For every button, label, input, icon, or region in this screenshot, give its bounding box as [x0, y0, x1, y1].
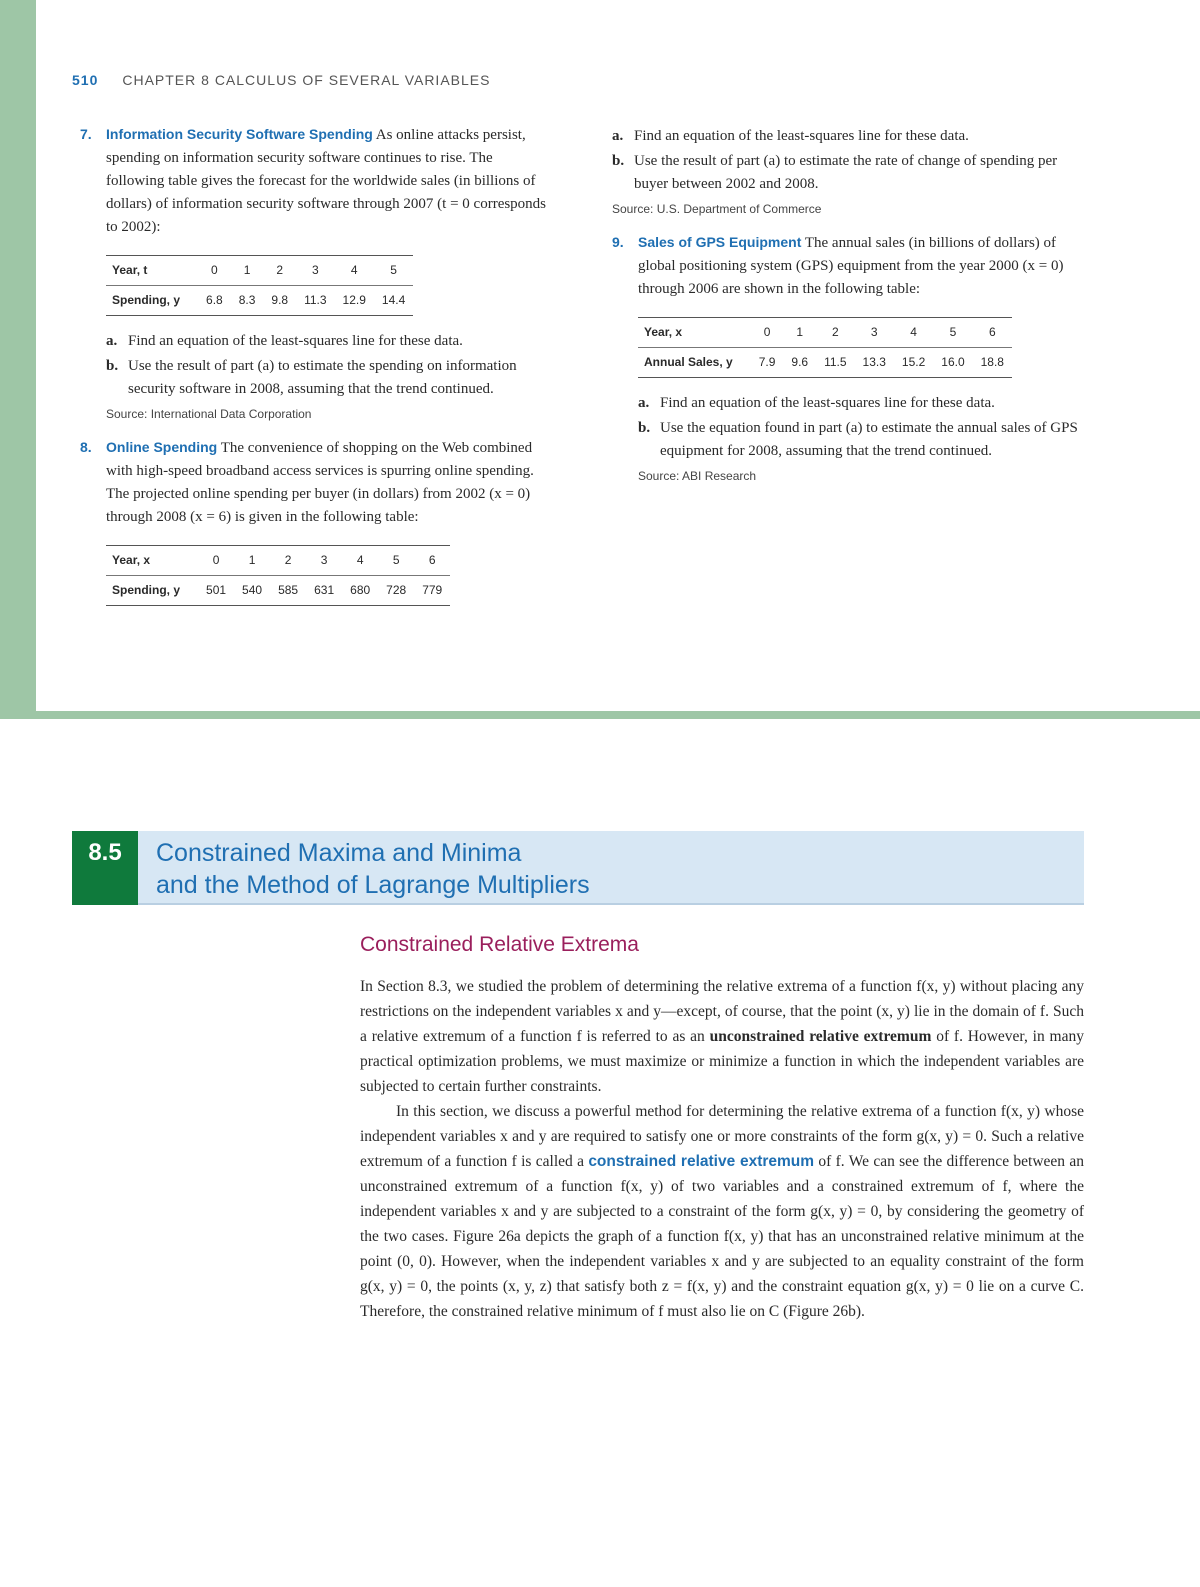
row-header: Spending, y: [106, 286, 198, 316]
table-cell: 1: [234, 546, 270, 576]
table-cell: 7.9: [751, 348, 784, 378]
row-header: Year, x: [106, 546, 198, 576]
table-cell: 585: [270, 576, 306, 606]
table-cell: 4: [342, 546, 378, 576]
data-table: [106, 255, 413, 316]
part-label: a.: [612, 128, 624, 144]
table-cell: 6.8: [198, 286, 231, 316]
table-cell: 0: [751, 318, 784, 348]
part-label: b.: [638, 420, 651, 436]
data-table: [106, 545, 450, 606]
table-row: [106, 546, 450, 576]
table-cell: 1: [783, 318, 816, 348]
exercise-number: 8.: [80, 439, 92, 455]
part-label: b.: [106, 358, 119, 374]
key-term: unconstrained relative extremum: [709, 1028, 932, 1045]
page-number: 510: [72, 72, 99, 88]
table-cell: 631: [306, 576, 342, 606]
section-body: [360, 974, 1084, 1324]
table-cell: 15.2: [894, 348, 933, 378]
data-table: [638, 317, 1012, 378]
table-cell: 4: [335, 256, 374, 286]
table-row: [106, 286, 413, 316]
table-row: [106, 576, 450, 606]
exercise-title: Online Spending: [106, 439, 218, 455]
page-divider-rule: [0, 711, 1200, 719]
source-note: Source: International Data Corporation: [106, 407, 312, 421]
table-cell: 5: [378, 546, 414, 576]
table-cell: 8.3: [231, 286, 264, 316]
part-text: Use the result of part (a) to estimate the spending on information security software in 2008, assuming that the trend continued.: [128, 358, 517, 397]
table-cell: 4: [894, 318, 933, 348]
source-note: Source: U.S. Department of Commerce: [612, 202, 822, 216]
table-cell: 3: [306, 546, 342, 576]
table-cell: 501: [198, 576, 234, 606]
part-label: a.: [638, 395, 650, 411]
paragraph-text: In Section 8.3, we studied the problem of determining the relative extrema of a function f(x, y) without placing any restrictions on the independent variables x and y—except, of course, that the point (x, y) lie in the domain of f. Such a relative extremum of a function f is referred to as an: [360, 978, 1084, 1045]
table-cell: 0: [198, 546, 234, 576]
table-cell: 11.3: [296, 286, 334, 316]
body-paragraph: [360, 974, 1084, 1099]
running-header: [72, 72, 490, 88]
table-cell: 14.4: [374, 286, 413, 316]
table-cell: 2: [270, 546, 306, 576]
table-cell: 16.0: [933, 348, 972, 378]
section-title-box: [138, 831, 1084, 905]
table-cell: 6: [414, 546, 450, 576]
exercise-number: 7.: [80, 126, 92, 142]
part-text: Find an equation of the least-squares line for these data.: [660, 395, 995, 411]
part-label: b.: [612, 153, 625, 169]
table-cell: 9.6: [783, 348, 816, 378]
exercise-intro: The convenience of shopping on the Web combined with high-speed broadband access services is spurring online spending. The projected online spending per buyer (in dollars) from 2002 (x = 0) through 2008 (x = 6) is given in the following table:: [106, 440, 534, 525]
row-header: Spending, y: [106, 576, 198, 606]
exercise-8: [80, 436, 550, 606]
table-row: [638, 348, 1012, 378]
part-label: a.: [106, 333, 118, 349]
exercise-intro: The annual sales (in billions of dollars) of global positioning system (GPS) equipment from the year 2000 (x = 0) through 2006 are shown in the following table:: [638, 235, 1064, 297]
paragraph-text: of f. We can see the difference between an unconstrained extremum of a function f(x, y) of two variables and a constrained extremum of f, where the independent variables x and y are subjected to a constraint of the form g(x, y) = 0, by considering the geometry of the two cases. Figure 26a depicts the graph of a function f(x, y) that has an unconstrained relative minimum at the point (0, 0). However, when the independent variables x and y are subjected to an equality constraint of the form g(x, y) = 0, the points (x, y, z) that satisfy both z = f(x, y) and the constraint equation g(x, y) = 0 lie on a curve C. Therefore, the constrained relative minimum of f must also lie on C (Figure 26b).: [360, 1153, 1084, 1320]
source-note: Source: ABI Research: [638, 469, 757, 483]
table-cell: 3: [296, 256, 334, 286]
table-cell: 9.8: [263, 286, 296, 316]
key-term: constrained relative extremum: [588, 1153, 815, 1170]
part-text: Find an equation of the least-squares line for these data.: [128, 333, 463, 349]
table-cell: 2: [263, 256, 296, 286]
row-header: Year, t: [106, 256, 198, 286]
table-cell: 11.5: [816, 348, 854, 378]
table-cell: 5: [374, 256, 413, 286]
table-cell: 2: [816, 318, 854, 348]
table-cell: 5: [933, 318, 972, 348]
left-column: [80, 123, 550, 620]
exercise-part: [612, 150, 1084, 196]
right-column: [612, 123, 1084, 498]
part-text: Use the result of part (a) to estimate the rate of change of spending per buyer between 2002 and 2008.: [634, 153, 1058, 192]
exercise-part: [638, 417, 1084, 463]
body-paragraph: [360, 1099, 1084, 1324]
subsection-heading: Constrained Relative Extrema: [360, 933, 639, 956]
table-cell: 1: [231, 256, 264, 286]
table-row: [638, 318, 1012, 348]
exercise-part: [638, 392, 1084, 415]
exercise-title: Information Security Software Spending: [106, 126, 373, 142]
section-title-line: and the Method of Lagrange Multipliers: [156, 871, 590, 899]
chapter-title: CHAPTER 8 CALCULUS OF SEVERAL VARIABLES: [122, 72, 491, 88]
left-margin-band: [0, 0, 36, 719]
table-cell: 18.8: [973, 348, 1012, 378]
exercise-9: [612, 231, 1084, 488]
table-cell: 3: [855, 318, 894, 348]
section-title-line: Constrained Maxima and Minima: [156, 839, 522, 867]
exercise-title: Sales of GPS Equipment: [638, 234, 802, 250]
table-cell: 540: [234, 576, 270, 606]
exercise-part: [106, 355, 550, 401]
exercise-7: [80, 123, 550, 426]
table-cell: 13.3: [855, 348, 894, 378]
table-cell: 728: [378, 576, 414, 606]
section-header: [72, 831, 1084, 905]
part-text: Find an equation of the least-squares line for these data.: [634, 128, 969, 144]
exercise-part: [612, 125, 1084, 148]
exercise-number: 9.: [612, 234, 624, 250]
section-title: [156, 837, 1084, 901]
table-cell: 0: [198, 256, 231, 286]
table-cell: 680: [342, 576, 378, 606]
table-row: [106, 256, 413, 286]
section-number: 8.5: [72, 831, 138, 905]
row-header: Annual Sales, y: [638, 348, 751, 378]
table-cell: 6: [973, 318, 1012, 348]
exercise-part: [106, 330, 550, 353]
paragraph-text: of f. However, in many practical optimization problems, we must maximize or minimize a function in which the independent variables are subjected to certain further constraints.: [360, 1028, 1084, 1095]
exercise-intro: As online attacks persist, spending on information security software continues to rise. The following table gives the forecast for the worldwide sales (in billions of dollars) of information security software through 2007 (t = 0 corresponds to 2002):: [106, 127, 547, 235]
table-cell: 779: [414, 576, 450, 606]
paragraph-text: In this section, we discuss a powerful method for determining the relative extrema of a function f(x, y) whose independent variables x and y are required to satisfy one or more constraints of the form g(x, y) = 0. Such a relative extremum of a function f is called a: [360, 1103, 1084, 1170]
part-text: Use the equation found in part (a) to estimate the annual sales of GPS equipment for 2008, assuming that the trend continued.: [660, 420, 1078, 459]
table-cell: 12.9: [335, 286, 374, 316]
row-header: Year, x: [638, 318, 751, 348]
